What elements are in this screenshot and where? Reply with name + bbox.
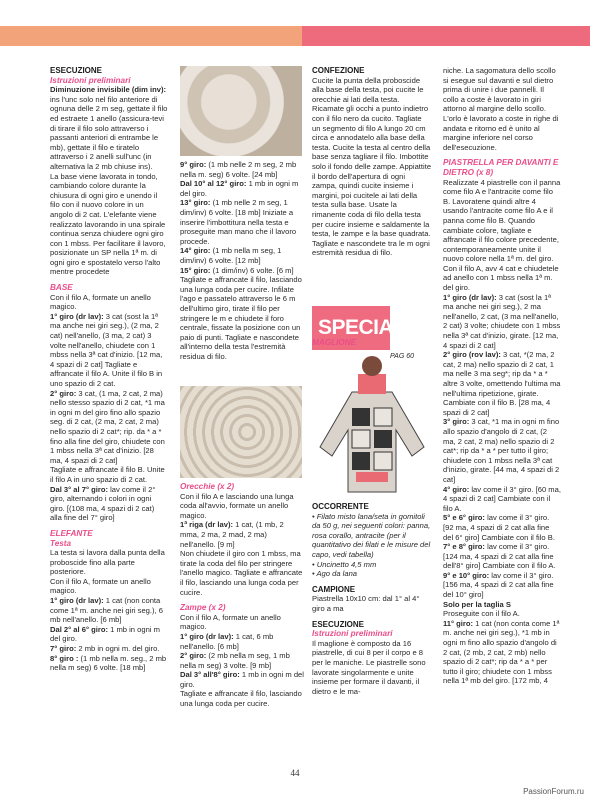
text-occorrente-2: • Uncinetto 4,5 mm bbox=[312, 559, 377, 569]
text-round-2: 3 cat, (1 ma, 2 cat, 2 ma) nello stesso spazio di 2 cat, *1 ma in ogni m del giro fino allo spazio seg. di 2 cat, (2 ma, 2 cat, 2 ma) nello spazio di 2 cat*; rip. da * a * fino alla fine del giro, chiudete con 1 mbss nella 3ª cat d'inizio. [28 ma, 4 spazi di 2 cat] bbox=[50, 388, 165, 465]
label-testa-10-12: Dal 10° al 12° giro: bbox=[180, 179, 247, 189]
text-piast-11: 1 cat (non conta come 1ª m. anche nei giri seg.), *1 mb in ogni m fino allo spazio d'angolo di 2 cat, (2 mb, 2 cat, 2 mb) nello spazio di 2 cat*; rip da * a * per tutto il giro; chiudete con 1 mbss nella 1ª mb del giro. [172 mb, 4 bbox=[443, 618, 560, 686]
text-piast-3: 3 cat, *1 ma in ogni m fino allo spazio d'angolo di 2 cat, (2 ma, 2 cat, 2 ma) nello spazio di 2 cat*; rip da * a * per tutto il giro; chiudete con 1 mbss nella 3ª cat d'inizio, girate. [44 ma, 4 spazi di 2 cat] bbox=[443, 417, 560, 484]
column-3-lower bbox=[312, 502, 432, 696]
label-testa-15: 15° giro: bbox=[180, 265, 211, 275]
text-zampe-3-8: 1 mb in ogni m del giro. bbox=[180, 670, 304, 689]
text-testa-intro: Con il filo A, formate un anello magico. bbox=[50, 576, 151, 596]
page-number: 44 bbox=[290, 768, 300, 778]
text-testa-10-12: 1 mb in ogni m del giro. bbox=[180, 179, 299, 198]
text-testa-8: (1 mb nella m. seg., 2 mb nella m seg) 6 volte. [18 mb] bbox=[50, 653, 167, 673]
subheading-preliminari: Istruzioni preliminari bbox=[50, 75, 131, 85]
heading-taglia-s: Solo per la taglia S bbox=[443, 599, 511, 609]
text-piast-1: 3 cat (sost la 1ª ma anche nei giri seg.), 2 ma nell'anello, 2 cat, (3 ma nell'anello, 2 cat) 3 volte; chiudete con 1 mbss nella 3ª cat d'inizio, girate. [12 ma, 4 spazi di 2 cat] bbox=[443, 292, 561, 350]
text-testa-13: (1 mb nelle 2 m seg, 1 dim/inv) 6 volte. [18 mb] Iniziate a inserire l'imbottitura nella testa e proseguite man mano che il lavoro procede. bbox=[180, 198, 297, 246]
text-taglia-s: Proseguite con il filo A. bbox=[443, 609, 520, 619]
heading-orecchie: Orecchie (x 2) bbox=[180, 482, 235, 491]
text-round-2-after: Tagliate e affrancate il filo B. Unite il filo A in uno spazio di 2 cat. bbox=[50, 465, 165, 484]
text-piast-2: 3 cat, *(2 ma, 2 cat, 2 ma) nello spazio di 2 cat, 1 ma nelle 3 ma seg*; rip da * a * altre 3 volte, omettendo l'ultima ma nell'ultima ripetizione, girate. Cambiate con il filo B. [28 ma, 4 spazi di 2 cat] bbox=[443, 350, 561, 417]
column-1 bbox=[50, 66, 168, 673]
column-2-upper bbox=[180, 160, 304, 361]
label-piast-2: 2° giro (rov lav): bbox=[443, 350, 501, 360]
subheading-preliminari-2: Istruzioni preliminari bbox=[312, 629, 393, 639]
label-round-3-7: Dal 3° al 7° giro: bbox=[50, 484, 108, 494]
text-testa-9: (1 mb nelle 2 m seg, 2 mb nella m. seg) 6 volte. [24 mb] bbox=[180, 160, 297, 179]
text-piast-5-6: lav come il 3° giro. [92 ma, 4 spazi di 2 cat alla fine del 6° giro] Cambiate con il filo B. bbox=[443, 513, 555, 542]
label-zampe-2: 2° giro: bbox=[180, 651, 207, 661]
text-testa-14: (1 mb nella m seg, 1 dim/inv) 6 volte. [12 mb] bbox=[180, 246, 282, 265]
text-campione: Piastrella 10x10 cm: dal 1° al 4° giro a ma bbox=[312, 594, 420, 613]
pag-ref-box bbox=[390, 352, 432, 362]
label-piast-11: 11° giro: bbox=[443, 618, 474, 628]
text-occorrente-1: • Filato misto lana/seta in gomitoli da 50 g, nei seguenti colori: panna, rosa corallo, antracite (per il quantitativo dei filati e le misure del capo, vedi tabella) bbox=[312, 511, 431, 559]
label-testa-9: 9° giro: bbox=[180, 160, 207, 169]
heading-maglione: MAGLIONE bbox=[312, 338, 357, 347]
label-piast-5-6: 5° e 6° giro: bbox=[443, 513, 485, 523]
text-testa-15: (1 dim/inv) 6 volte. [6 m] Tagliate e affrancate il filo, lasciando una lunga coda per cucire. Infilate l'ago e passatelo attraverso le 6 m dell'ultimo giro, tirate il filo per stringere le m e chiudete il foro centrale, fissate la posizione con un paio di punti. Tagliate e nascondete all'interno della testa l'estremità residua di filo. bbox=[180, 265, 302, 361]
watermark: PassionForum.ru bbox=[523, 787, 584, 796]
text-testa-2-6: 1 mb in ogni m del giro. bbox=[50, 624, 160, 644]
label-testa-13: 13° giro: bbox=[180, 198, 211, 208]
text-dim-inv: ins l'unc solo nel filo anteriore di ognuna delle 2 m seg, gettate il filo ed estraete 1 anello (assicura-tevi di tirare il filo solo attraverso i passanti anteriori di entrambe le mb), gettate il filo e tiratelo attraverso i 2 anelli sull'unc (in alternativa la 2 mb chiuse ins). bbox=[50, 94, 168, 171]
text-zampe-after: Tagliate e affrancate il filo, lasciando una lunga coda per cucire. bbox=[180, 689, 302, 709]
heading-base: BASE bbox=[50, 283, 73, 293]
text-testa-1: 1 cat (non conta come 1ª m. anche nei giri seg.), 6 mb nell'anello. [6 mb] bbox=[50, 596, 163, 625]
text-piast-7-8: lav come il 3° giro. [124 ma, 4 spazi di 2 cat alla fine dell'8° giro] Cambiate con il filo A. bbox=[443, 542, 556, 571]
sweater-illustration bbox=[312, 352, 432, 500]
text-orecchie-after: Non chiudete il giro con 1 mbss, ma tirate la coda del filo per stringere l'anello magico. Tagliate e affrancate il filo, lasciando una lunga coda per cucire. bbox=[180, 549, 303, 597]
heading-elefante: ELEFANTE bbox=[50, 528, 93, 538]
label-zampe-3-8: Dal 3° all'8° giro: bbox=[180, 670, 240, 680]
heading-campione: CAMPIONE bbox=[312, 584, 356, 594]
text-esecuzione-2: Il maglione è composto da 16 piastrelle, di cui 8 per il corpo e 8 per le maniche. Le piastrelle sono lavorate singolarmente e unite insieme per formare il davanti, il dietro e le ma- bbox=[312, 638, 426, 696]
photo-maglione bbox=[312, 352, 432, 500]
label-testa-14: 14° giro: bbox=[180, 246, 211, 256]
column-3-upper bbox=[312, 66, 432, 258]
header-band-left bbox=[0, 26, 302, 46]
label-testa-1: 1° giro (dr lav): bbox=[50, 596, 104, 606]
heading-occorrente: OCCORRENTE bbox=[312, 502, 369, 511]
label-orecchie-1: 1ª riga (dr lav): bbox=[180, 520, 234, 530]
label-round-2: 2° giro: bbox=[50, 388, 77, 398]
text-piast-9-10: lav come il 3° giro. [156 ma, 4 spazi di 2 cat alla fine del 10° giro] bbox=[443, 570, 554, 600]
text-base-intro: La base viene lavorata in tondo, cambiando colore durante la chiusura di ogni giro e unendo il filo con il nuovo colore in un angolo di 2 cat. L'elefante viene realizzato lavorando in una spirale continua senza chiudere ogni giro con 1 mbss. Per facilitare il lavoro, posizionate un SP nella 1ª m. di ogni giro e spostatelo verso l'alto mentre procedete bbox=[50, 171, 166, 277]
photo-elephant-detail bbox=[180, 386, 302, 478]
page-reference[interactable]: PAG 60 bbox=[390, 353, 414, 360]
heading-esecuzione: ESECUZIONE bbox=[50, 66, 103, 75]
label-piast-7-8: 7° e 8° giro: bbox=[443, 542, 485, 552]
maglione-title bbox=[312, 338, 432, 348]
text-testa: La testa si lavora dalla punta della proboscide fino alla parte posteriore. bbox=[50, 548, 165, 577]
text-piastrella: Realizzate 4 piastrelle con il panna come filo A e l'antracite come filo B. Lavoratene quindi altre 4 usando l'antracite come filo A e il panna come filo B. Quando cambiate colore, tagliate e affrancate il filo colore precedente, contemporaneamente unite il nuovo colore nella 1ª m. del giro. bbox=[443, 177, 561, 264]
label-testa-2-6: Dal 2° al 6° giro: bbox=[50, 624, 108, 634]
text-orecchie-1: 1 cat, (1 mb, 2 mma, 2 ma, 2 mad, 2 ma) nell'anello. [9 m] bbox=[180, 520, 284, 549]
heading-confezione: CONFEZIONE bbox=[312, 66, 365, 75]
speciale-label: SPECIALE bbox=[318, 316, 420, 339]
label-testa-8: 8° giro : bbox=[50, 653, 79, 663]
label-piast-9-10: 9° e 10° giro: bbox=[443, 570, 490, 580]
photo-elephant-base bbox=[180, 66, 302, 156]
text-piastrella-intro: Con il filo A, avv 4 cat e chiudetele ad anello con 1 mbss nella 1ª m. del giro. bbox=[443, 263, 559, 293]
heading-piastrella: PIASTRELLA PER DAVANTI E DIETRO (x 8) bbox=[443, 158, 559, 177]
text-testa-7: 2 mb in ogni m. del giro. bbox=[78, 644, 160, 654]
header-band-right bbox=[302, 26, 590, 46]
label-piast-1: 1° giro (dr lav): bbox=[443, 292, 497, 302]
text-piast-4: lav come il 3° giro. [60 ma, 4 spazi di 2 cat] Cambiate con il filo A. bbox=[443, 484, 561, 513]
text-orecchie: Con il filo A e lasciando una lunga coda all'avvio, formate un anello magico. bbox=[180, 491, 294, 520]
column-4 bbox=[443, 66, 561, 686]
text-confezione: Cucite la punta della proboscide alla base della testa, poi cucite le orecchie ai lati della testa. Ricamate gli occhi a punto indietro con il filo nero da cucito. Tagliate un segmento di filo A lungo 20 cm circa e annodatelo alla base della testa. Cucite la testa al centro della base senza tagliare il filo. Imbottite solo il fondo delle zampe. Appiattite il bordo dell'apertura di ogni zampa, quindi cucite insieme i margini, poi cucitele ai lati della testa sulla base. Usate la rimanente coda di filo della testa per cucire insieme e saldamente la testa, le zampe e la base quadrata. Tagliate e nascondete tra le m ogni estremità residua di filo. bbox=[312, 75, 432, 258]
label-zampe-1: 1° giro (dr lav): bbox=[180, 631, 234, 641]
text-round-1: 3 cat (sost la 1ª ma anche nei giri seg.), (2 ma, 2 cat) nell'anello, (3 ma, 2 cat) 3 volte nell'anello, chiudete con 1 mbss nella 3ª cat d'inizio. [12 ma, 4 spazi di 2 cat] Tagliate e affrancate il filo A. Unite il filo B in uno spazio di 2 cat. bbox=[50, 311, 163, 388]
label-testa-7: 7° giro: bbox=[50, 644, 77, 654]
text-zampe-1: 1 cat, 6 mb nell'anello. [6 mb] bbox=[180, 631, 274, 651]
label-round-1: 1° giro (dr lav): bbox=[50, 311, 104, 321]
column-2-lower bbox=[180, 482, 304, 709]
label-piast-3: 3° giro: bbox=[443, 417, 470, 427]
text-occorrente-3: • Ago da lana bbox=[312, 569, 358, 579]
text-zampe: Con il filo A, formate un anello magico. bbox=[180, 612, 281, 632]
text-base-start: Con il filo A, formate un anello magico. bbox=[50, 292, 151, 312]
text-round-3-7: lav come il 2° giro, alternando i colori in ogni giro. [(108 ma, 4 spazi di 2 cat) alla fine del 7° giro] bbox=[50, 484, 156, 523]
text-zampe-2: (2 mb nella m seg, 1 mb nella m seg) 3 volte. [9 mb] bbox=[180, 651, 290, 670]
subheading-testa: Testa bbox=[50, 538, 72, 548]
heading-esecuzione-2: ESECUZIONE bbox=[312, 619, 365, 629]
label-piast-4: 4° giro: bbox=[443, 484, 470, 494]
text-continuation: niche. La sagomatura dello scollo si esegue sul davanti e sul dietro prima di unire i due pannelli. Il collo a coste è lavorato in giri attorno al margine dello scollo. L'orlo è lavorato a coste in righe di andata e ritorno ed è unito al margine inferiore nel corso dell'esecuzione. bbox=[443, 66, 559, 152]
label-dim-inv: Diminuzione invisibile (dim inv): bbox=[50, 85, 167, 95]
heading-zampe: Zampe (x 2) bbox=[180, 603, 226, 613]
